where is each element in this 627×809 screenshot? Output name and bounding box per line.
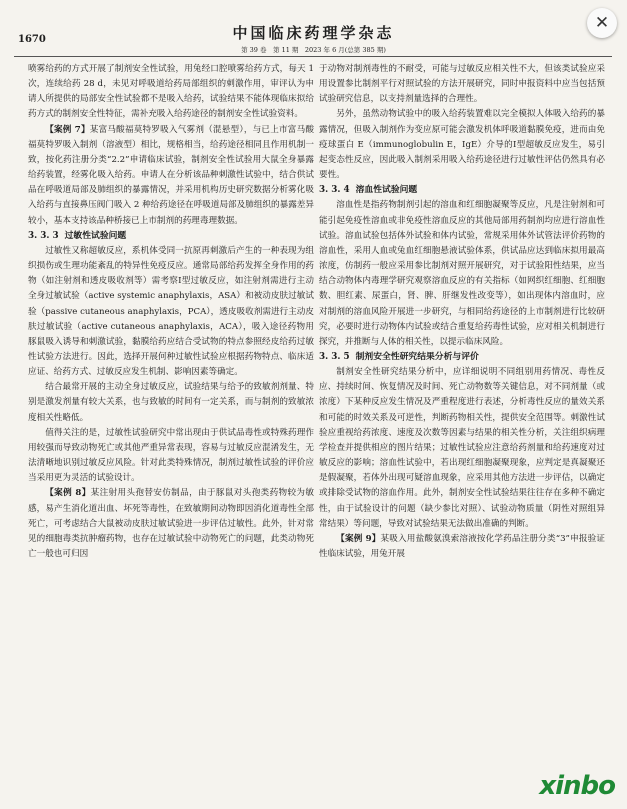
section-heading-3-3-5 bbox=[319, 350, 605, 365]
right-paragraph-4: 制剂安全性研究结果分析中，应详细说明不同组别用药情况、毒性反应、持续时间、恢复情况及时间、死亡动物数等关键信息，对不同剂量（或浓度）下某种反应发生情况及严重程度进行表述，分析毒性反应的量效关系和可能的时效关系及可逆性，判断药物相关性，提供安全范围等。刺激性试验应重视给药浓度、速度及次数等因素与结果的相关性分析，关注组织病理学检查并提供相应的图片结果；过敏性试验应注意给药剂量和给药速度对过敏反应的影响；溶血性试验中，若出现红细胞凝聚现象，应判定是真凝聚还是假凝聚，若体外出现可疑溶血现象，应采用其他方法进一步评估，以确定或排除受试物的溶血作用。此外，制剂安全性试验结果往往存在多种不确定性，由于试验设计的问题（缺少参比对照）、试验动物质量（阴性对照组异常结果）等问题，导致对试验结果无法做出准确的判断。 bbox=[319, 367, 605, 529]
left-paragraph-2: 过敏性又称超敏反应，系机体受同一抗原再刺激后产生的一种表现为组织损伤或生理功能紊乱的特异性免疫反应。通常局部给药发挥全身作用的药物（如注射剂和透皮吸收剂等）需考察Ⅰ型过敏反应，如注射剂需进行主动全身过敏试验（active systemic anaphylaxis，ASA）和被动皮肤过敏试验（passive cutaneous anaphylaxis，PCA），透皮吸收剂需进行主动皮肤过敏试验（active cutaneous anaphylaxis，ACA），吸入途径药物用豚鼠吸入诱导和刺激试验，黏膜给药应结合受试物的特点参照经皮给药过敏性试验方法进行。因此，选择开展何种过敏性试验应根据药物特点、临床适应证、给药方式、过敏反应发生机制、影响因素等确定。 bbox=[28, 245, 314, 378]
section-title: 溶血性试验问题 bbox=[355, 185, 418, 196]
left-paragraph-3: 结合最常开展的主动全身过敏反应，试验结果与给予的致敏剂剂量、特别是激发剂量有较大关系，也与致敏的时间有一定关系，而与制剂的致敏浓度相关性略低。 bbox=[28, 382, 314, 423]
right-column bbox=[319, 62, 605, 802]
section-heading-3-3-3 bbox=[28, 229, 314, 244]
right-paragraph-2: 另外，虽然动物试验中的吸入给药装置难以完全模拟人体吸入给药的暴露情况，但吸入制剂作为变应原可能会激发机体呼吸道黏膜免疫，进而由免疫球蛋白 E（immunoglobulin E，IgE）介导的Ⅰ型超敏反应发生，易引起变态性反应，因此吸入制剂采用吸入给药途径进行过敏性评估仍然具有必要性。 bbox=[319, 109, 605, 181]
case-8-label: 【案例 8】 bbox=[45, 488, 91, 499]
case-9 bbox=[319, 532, 605, 562]
case-8 bbox=[28, 486, 314, 562]
section-number: 3. 3. 5 bbox=[319, 351, 350, 362]
left-paragraph-1: 喷雾给药的方式开展了制剂安全性试验，用兔经口腔喷雾给药方式，每天 1 次，连续给药 28 d，未见对呼吸道给药局部组织的刺激作用，审评认为申请人所提供的局部安全性试验都不是吸入给药，试验结果不能体现临床拟给药方式的制剂安全性特征，需补充吸入给药途径的制剂安全性试验资料。 bbox=[28, 64, 314, 120]
watermark-logo bbox=[539, 771, 615, 801]
case-8-text: 某注射用头孢替安仿制品，由于豚鼠对头孢类药物较为敏感，易产生消化道出血、坏死等毒性，在致敏期间动物即因消化道毒性全部死亡，可考虑结合大鼠被动皮肤过敏试验进一步评估过敏性。此外，针对常见的细胞毒类抗肿瘤药物，也存在过敏试验中动物死亡的问题，此类动物死亡一般也可归因 bbox=[28, 488, 314, 559]
journal-title: 中国临床药理学杂志 bbox=[232, 24, 395, 42]
close-button[interactable] bbox=[587, 8, 617, 38]
page-number: 1670 bbox=[18, 34, 46, 45]
case-9-label: 【案例 9】 bbox=[336, 533, 381, 544]
left-paragraph-4: 值得关注的是，过敏性试验研究中常出现由于供试品毒性或特殊药理作用较强而导致动物死亡或其他严重异常表现，容易与过敏反应混淆发生，无法清晰地识别过敏反应风险。针对此类特殊情况，制剂过敏性试验的评价应当采用更为灵活的试验设计。 bbox=[28, 427, 314, 484]
section-title: 过敏性试验问题 bbox=[64, 230, 127, 241]
section-number: 3. 3. 4 bbox=[319, 185, 350, 196]
section-title: 制剂安全性研究结果分析与评价 bbox=[355, 351, 479, 362]
case-7-label: 【案例 7】 bbox=[45, 124, 90, 135]
left-column bbox=[28, 62, 314, 802]
section-heading-3-3-4 bbox=[319, 183, 605, 198]
case-7 bbox=[28, 123, 314, 229]
header-rule bbox=[14, 56, 612, 57]
journal-issue-line: 第 39 卷 第 11 期 2023 年 6 月(总第 385 期) bbox=[241, 46, 386, 54]
case-9-text: 某吸入用盐酸氨溴索溶液按化学药品注册分类“3”申报验证性临床试验，用兔开展 bbox=[319, 533, 605, 559]
right-paragraph-1: 于动物对制剂毒性的不耐受，可能与过敏反应相关性不大，但该类试验应采用设置参比制剂平行对照试验的方法开展研究，同时申报资料中应当包括预试验研究信息，以支持剂量选择的合理性。 bbox=[319, 64, 605, 105]
section-number: 3. 3. 3 bbox=[28, 230, 59, 241]
case-7-text: 某富马酸福莫特罗吸入气雾剂（混悬型），与已上市富马酸福莫特罗吸入制剂（溶液型）相比，规格相当，给药途径相同且作用机制一致，按化药注册分类“2.2”申请临床试验，制剂安全性试验用大鼠全身暴露给药装置，经雾化吸入给药。申请人在分析该品种刺激性试验中，结合供试品在呼吸道局部及肺组织的暴露情况，并采用机构历史研究数据分析雾化吸入给药与直接鼻压阀门吸入 2 种给药途径在呼吸道局部及肺组织的暴露差异较小，基本支持该品种桥接已上市制剂的药理毒理数据。 bbox=[28, 124, 314, 226]
right-paragraph-3: 溶血性是指药物制剂引起的溶血和红细胞凝聚等反应，凡是注射剂和可能引起免疫性溶血或非免疫性溶血反应的其他局部用药制剂均应进行溶血性试验。溶血试验包括体外试验和体内试验，常规采用体外试管法评价药物的溶血性，采用人血或兔血红细胞悬液试验体系，供试品应达到临床拟用最高浓度，仿制药一般应采用参比制剂对照开展研究，对于试验阳性结果，应当结合动物体内毒理学研究观察溶血反应的有关指标（如网织红细胞、红细胞数、胆红素、尿蛋白，肾、脾、肝继发性改变等），如出现体内溶血时，应对制剂的溶血风险开展进一步研究，与相同给药途径的上市制剂进行比较研究，必要时进行动物体内试验或结合重复给药毒性试验，应对相关机制进行探究，并推断与人体的相关性，以提示临床风险。 bbox=[319, 200, 605, 347]
watermark-text: xinbo bbox=[539, 771, 615, 801]
close-icon: ✕ bbox=[594, 13, 610, 33]
